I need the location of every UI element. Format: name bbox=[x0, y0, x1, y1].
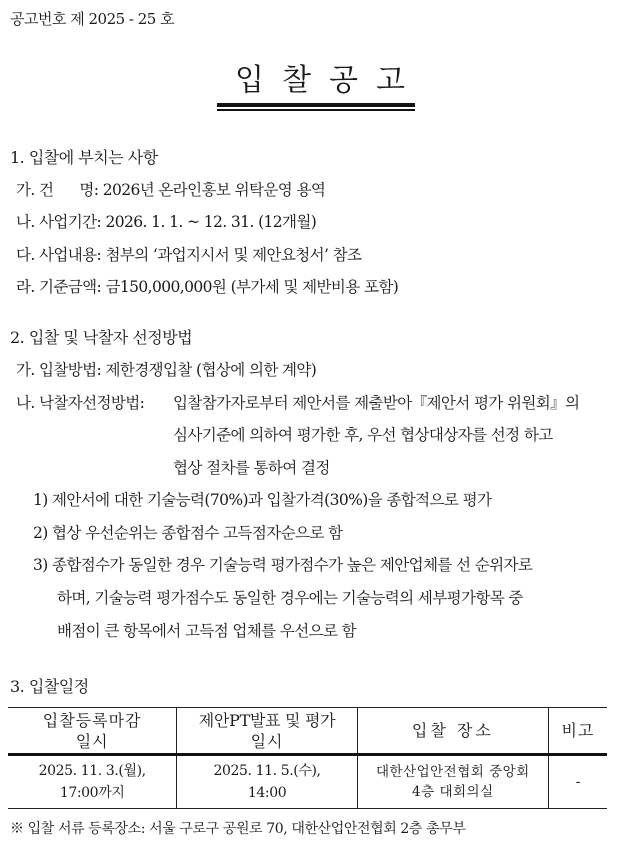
item-base-amount bbox=[16, 275, 398, 297]
criteria-number: 2) bbox=[33, 524, 48, 542]
footnote-submission-location: ※ 입찰 서류 등록장소: 서울 구로구 공원로 70, 대한산업안전협회 2층 총무부 bbox=[10, 821, 466, 837]
header-bid-location: 입찰 장소 bbox=[357, 708, 548, 755]
item-value: 금150,000,000원 (부가세 및 제반비용 포함) bbox=[105, 278, 399, 296]
cell-registration-deadline: 2025. 11. 3.(월), 17:00까지 bbox=[8, 755, 177, 809]
item-bid-method bbox=[16, 358, 316, 380]
selection-line-1: 입찰참가자로부터 제안서를 제출받아『제안서 평가 위원회』의 bbox=[173, 394, 580, 412]
item-value: 제한경쟁입찰 (협상에 의한 계약) bbox=[105, 361, 317, 379]
criteria-1 bbox=[33, 488, 491, 510]
selection-line-3: 협상 절차를 통하여 결정 bbox=[173, 459, 330, 477]
title-underline-thin bbox=[217, 109, 415, 111]
item-label: 가. 입찰방법: bbox=[16, 361, 102, 379]
selection-line-2: 심사기준에 의하여 평가한 후, 우선 협상대상자를 선정 하고 bbox=[173, 426, 553, 444]
item-label: 다. 사업내용: bbox=[16, 246, 102, 264]
page-title: 입찰공고 bbox=[235, 63, 423, 98]
item-label: 라. 기준금액: bbox=[16, 278, 102, 296]
item-value: 첨부의 ‘과업지시서 및 제안요청서’ 참조 bbox=[105, 246, 362, 264]
schedule-table bbox=[8, 707, 607, 809]
criteria-3-line-2: 하며, 기술능력 평가점수도 동일한 경우에는 기술능력의 세부평가항목 중 bbox=[57, 589, 523, 607]
criteria-3-line-3: 배점이 큰 항목에서 고득점 업체를 우선으로 함 bbox=[57, 622, 357, 640]
title-block bbox=[217, 62, 423, 111]
criteria-3 bbox=[33, 553, 532, 575]
cell-bid-location: 대한산업안전협회 중앙회 4층 대회의실 bbox=[357, 755, 548, 809]
cell-presentation-date: 2025. 11. 5.(수), 14:00 bbox=[177, 755, 358, 809]
criteria-text: 제안서에 대한 기술능력(70%)과 입찰가격(30%)을 종합적으로 평가 bbox=[52, 491, 492, 509]
item-project-period bbox=[16, 210, 316, 232]
criteria-2 bbox=[33, 521, 342, 543]
section1-heading: 1. 입찰에 부치는 사항 bbox=[10, 148, 158, 167]
table-row bbox=[8, 755, 607, 809]
item-project-name bbox=[16, 178, 325, 200]
section2-heading: 2. 입찰 및 낙찰자 선정방법 bbox=[10, 328, 193, 347]
criteria-number: 3) bbox=[33, 556, 48, 574]
criteria-number: 1) bbox=[33, 491, 48, 509]
item-label: 가. 건 명: bbox=[16, 181, 99, 199]
item-label: 나. 사업기간: bbox=[16, 213, 102, 231]
notice-number: 공고번호 제 2025 - 25 호 bbox=[10, 10, 175, 28]
header-presentation-date: 제안PT발표 및 평가 일시 bbox=[177, 708, 358, 755]
item-value: 2026. 1. 1. ~ 12. 31. (12개월) bbox=[105, 213, 317, 231]
title-underline-thick bbox=[217, 103, 415, 107]
header-registration-deadline: 입찰등록마감 일시 bbox=[8, 708, 177, 755]
item-project-content bbox=[16, 243, 361, 265]
table-header-row bbox=[8, 708, 607, 755]
criteria-text: 종합점수가 동일한 경우 기술능력 평가점수가 높은 제안업체를 선 순위자로 bbox=[52, 556, 533, 574]
section3-heading: 3. 입찰일정 bbox=[10, 677, 89, 696]
criteria-text: 협상 우선순위는 종합점수 고득점자순으로 함 bbox=[52, 524, 343, 542]
item-selection-label: 나. 낙찰자선정방법: bbox=[16, 394, 145, 412]
item-value: 2026년 온라인홍보 위탁운영 용역 bbox=[102, 181, 326, 199]
header-remarks: 비고 bbox=[548, 708, 607, 755]
cell-remarks: - bbox=[548, 755, 607, 809]
